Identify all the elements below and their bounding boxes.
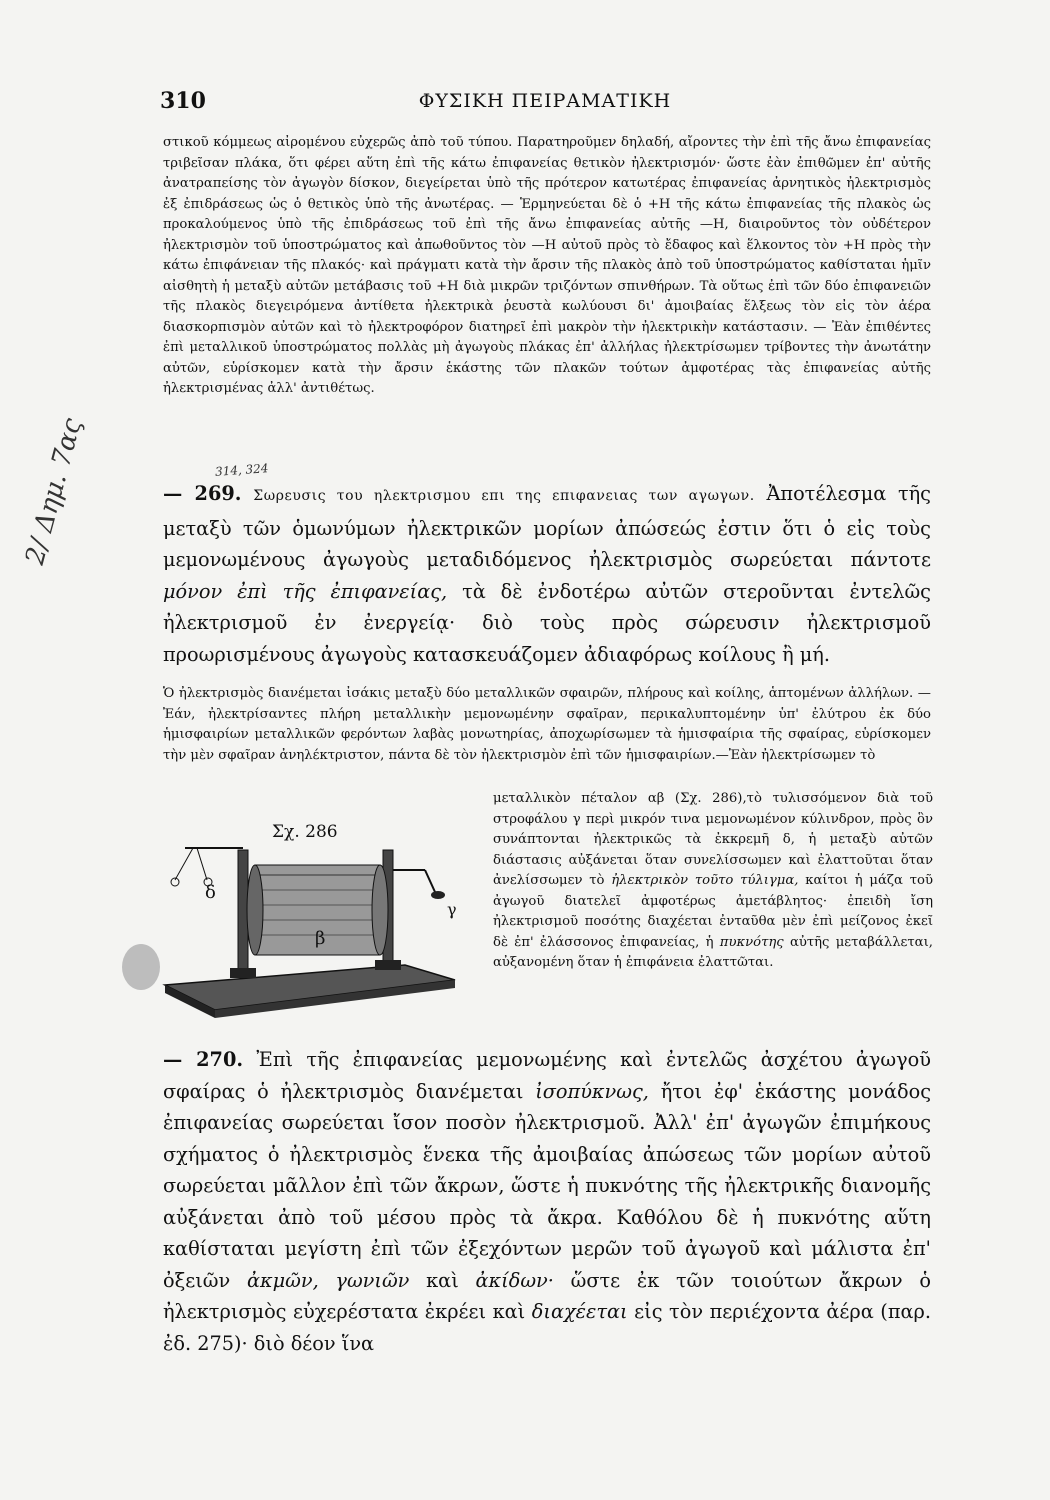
section-270-text-4: ὥστε ἐκ τῶν τοιούτων ἄκρων ὁ ἠλεκτρισμὸς εὐχερέστατα ἐκρέει καὶ <box>163 1268 931 1323</box>
figure-label-delta: δ <box>205 882 216 903</box>
section-270-text-3: καὶ <box>426 1268 459 1292</box>
figure-caption: Σχ. 286 <box>272 822 338 842</box>
section-270-emphasis-4: διαχέεται <box>531 1300 628 1323</box>
section-269-number: — 269. <box>163 482 242 505</box>
paragraph-electrophorus: στικοῦ κόμμεως αἰρομένου εὐχερῶς ἀπὸ τοῦ τύπου. Παρατηροῦμεν δηλαδή, αἴροντες τὴν ἐπὶ τῆς ἄνω ἐπιφανείας τριβεῖσαν πλάκα, ὅτι φέρει αὕτη ἐπὶ τῆς κάτω ἐπιφανείας θετικὸν ἠλεκτρισμόν· ὥστε ἐὰν ἐπιθῶμεν ἐπ' αὐτῆς ἀνατραπείσης τὸν ἀγωγὸν δίσκον, διεγείρεται ὑπὸ τῆς πρότερον κατωτέρας ἐπιφανείας ἀρνητικὸς ἠλεκτρισμὸς ἐξ ἐπιδράσεως ὡς ὁ θετικὸς ὑπὸ τῆς ἀνωτέρας. — Ἑρμηνεύεται δὲ ὁ +Η τῆς κάτω ἐπιφανείας τῆς πλακὸς ὡς προκαλούμενος ὑπὸ τῆς ἐπιδράσεως τοῦ ἐπὶ τῆς ἄνω ἐπιφανείας αὐτῆς —Η, διαιροῦντος τὸν οὐδέτερον ἠλεκτρισμὸν τοῦ ὑποστρώματος καὶ ἀπωθοῦντος τὸν —Η αὐτοῦ πρὸς τὸ ἔδαφος καὶ ἕλκοντος τὸν +Η πρὸς τὴν κάτω ἐπιφάνειαν τῆς πλακός· καὶ πράγματι κατὰ τὴν ἄρσιν τῆς πλακὸς ἀπὸ τοῦ ὑποστρώματος καθίσταται ἡμῖν αἰσθητὴ ἡ μεταξὺ αὐτῶν μετάβασις τοῦ +Η διὰ μικρῶν τριζόντων σπινθήρων. Τὰ οὕτως ἐπὶ τῶν δύο ἐπιφανειῶν τῆς πλακὸς διεγειρόμενα ἀντίθετα ἠλεκτρικὰ ῥευστὰ κωλύουσι δι' ἀμοιβαίας ἕλξεως τὸν εἰς τὸν ἀέρα διασκορπισμὸν αὐτῶν καὶ τὸ ἠλεκτροφόρον διατηρεῖ ἐπὶ μακρὸν τὴν ἠλεκτρικὴν κατάστασιν. — Ἐὰν ἐπιθέντες ἐπὶ μεταλλικοῦ ὑποστρώματος πολλὰς μὴ ἀγωγοὺς πλάκας ἐπ' ἀλλήλας ἠλεκτρίσωμεν τρίβοντες τὴν ἀνωτάτην αὐτῶν, εὑρίσκομεν κατὰ τὴν ἄρσιν ἑκάστης τῶν πλακῶν τούτων ἀμφοτέρας τὰς ἐπιφανείας αὐτῆς ἠλεκτρισμένας ἀλλ' ἀντιθέτως. <box>163 135 931 396</box>
section-270-text: Ἐπὶ τῆς ἐπιφανείας μεμονωμένης καὶ ἐντελῶς ἀσχέτου ἀγωγοῦ σφαίρας ὁ ἠλεκτρισμὸς διανέμεται <box>163 1048 931 1103</box>
figure-286 <box>155 820 485 1030</box>
section-270-emphasis-3: ἀκίδων· <box>475 1268 554 1292</box>
section-270-emphasis-1: ἰσοπύκνως, <box>535 1079 649 1103</box>
section-270-text-end: εἰς τὸν περιέχοντα ἀέρα (παρ. ἐδ. 275)· διὸ δέον ἵνα <box>163 1300 931 1355</box>
section-270-text-2: ἤτοι ἐφ' ἑκάστης μονάδος ἐπιφανείας σωρεύεται ἴσον ποσὸν ἠλεκτρισμοῦ. Ἀλλ' ἐπ' ἀγωγῶν ἐπιμήκους σχήματος ὁ ἠλεκτρισμὸς ἕνεκα τῆς ἀμοιβαίας ἀπώσεως τῶν μορίων αὐτοῦ σωρεύεται μᾶλλον ἐπὶ τῶν ἄκρων, ὥστε ἡ πυκνότης τῆς ἠλεκτρικῆς διανομῆς αὐξάνεται ἀπὸ τοῦ μέσου πρὸς τὰ ἄκρα. Καθόλου δὲ ἡ πυκνότης αὕτη καθίσταται μεγίστη ἐπὶ τῶν ἐξεχόντων μερῶν τοῦ ἀγωγοῦ καὶ μάλιστα ἐπ' ὀξειῶν <box>163 1079 931 1292</box>
figure-label-beta: β <box>315 928 326 949</box>
pencil-annotation: 314, 324 <box>214 461 269 479</box>
section-270 <box>163 1044 931 1359</box>
running-title: ΦΥΣΙΚΗ ΠΕΙΡΑΜΑΤΙΚΗ <box>418 90 672 112</box>
figure-description <box>493 789 933 974</box>
figure-text-middle: καίτοι ἡ μάζα τοῦ ἀγωγοῦ διατελεῖ ἀμφοτέρως ἀμετάβλητος· ἐπειδὴ ἴση ἠλεκτρισμοῦ ποσότης διαχέεται ἐνταῦθα μὲν ἐπὶ μείζονος ἐκεῖ δὲ ἐπ' ἐλάσσονος ἐπιφανείας, ἡ <box>493 873 933 950</box>
section-269-text-end: τὰ δὲ ἐνδοτέρω αὐτῶν στεροῦνται ἐντελῶς ἠλεκτρισμοῦ ἐν ἐνεργείᾳ· διὸ τοὺς πρὸς σώρευσιν ἠλεκτρισμοῦ προωρισμένους ἀγωγοὺς κατασκευάζομεν ἀδιαφόρως κοίλους ἢ μή. <box>163 579 931 666</box>
section-269-text: Ἀποτέλεσμα τῆς μεταξὺ τῶν ὁμωνύμων ἠλεκτρικῶν μορίων ἀπώσεώς ἐστιν ὅτι ὁ εἰς τοὺς μεμονωμένους ἀγωγοὺς μεταδιδόμενος ἠλεκτρισμὸς σωρεύεται πάντοτε <box>163 482 931 571</box>
library-stamp <box>122 944 160 990</box>
figure-emphasis-2: πυκνότης <box>719 934 784 950</box>
figure-text: μεταλλικὸν πέταλον αβ (Σχ. 286),τὸ τυλισσόμενον διὰ τοῦ στροφάλου γ περὶ μικρόν τινα μεμονωμένον κύλινδρον, πρὸς ὃν συνάπτονται ἠλεκτρικῶς τὰ ἐκκρεμῆ δ, ἡ μεταξὺ αὐτῶν διάστασις αὐξάνεται ὅταν συνελίσσωμεν καὶ ἐλαττοῦται ὅταν ἀνελίσσωμεν τὸ <box>493 791 933 888</box>
section-269-emphasis: μόνον ἐπὶ τῆς ἐπιφανείας, <box>163 579 448 603</box>
section-270-number: — 270. <box>163 1048 244 1071</box>
paragraph-spheres: Ὁ ἠλεκτρισμὸς διανέμεται ἰσάκις μεταξὺ δύο μεταλλικῶν σφαιρῶν, πλήρους καὶ κοίλης, ἁπτομένων ἀλλήλων. — Ἐάν, ἠλεκτρίσαντες πλήρη μεταλλικὴν μεμονωμένην σφαῖραν, περικαλυπτομένην ὑπ' ἐλύτρου ἐκ δύο ἡμισφαιρίων μεταλλικῶν φερόντων λαβὰς μονωτηρίας, ἀποχωρίσωμεν τὰ ἡμισφαίρια τῆς σφαίρας, εὑρίσκομεν τὴν μὲν σφαῖραν ἀνηλέκτριστον, πάντα δὲ τὸν ἠλεκτρισμὸν ἐπὶ τῶν ἡμισφαιρίων.—Ἐὰν ἠλεκτρίσωμεν τὸ <box>163 686 931 763</box>
section-270-emphasis-2: ἀκμῶν, γωνιῶν <box>246 1268 410 1292</box>
section-269 <box>163 478 931 670</box>
figure-label-gamma: γ <box>447 900 457 919</box>
section-269-heading: Σωρευσις του ηλεκτρισμου επι της επιφανειας των αγωγων. <box>253 488 755 504</box>
figure-text-end: αὐτῆς μεταβάλλεται, αὐξανομένη ὅταν ἡ ἐπιφάνεια ἐλαττῶται. <box>493 934 933 970</box>
figure-emphasis-1: ἠλεκτρικὸν τοῦτο τύλιγμα, <box>611 873 799 888</box>
apparatus-illustration <box>155 820 485 1030</box>
handwritten-margin-note: 2/ Δημ. 7ας <box>20 415 88 568</box>
page-number: 310 <box>160 88 206 114</box>
page-header <box>160 88 930 118</box>
